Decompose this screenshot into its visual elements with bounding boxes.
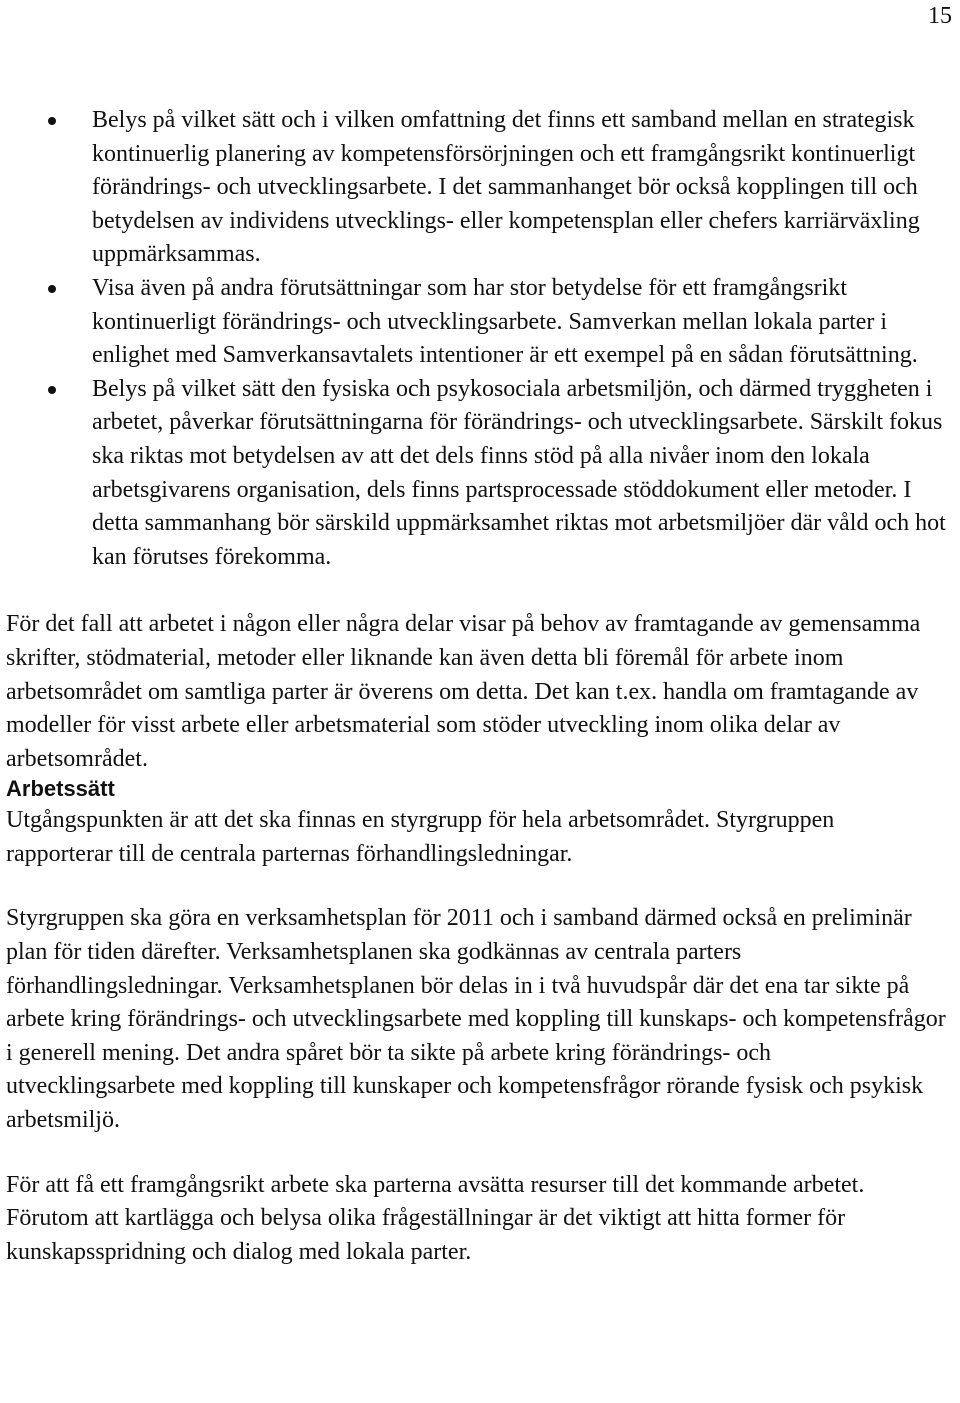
document-body	[6, 104, 946, 1269]
list-item	[6, 272, 946, 373]
list-item	[6, 104, 946, 272]
bullet-icon	[48, 386, 56, 394]
paragraph: Utgångspunkten är att det ska finnas en styrgrupp för hela arbetsområdet. Styrgruppen rapporterar till de centrala parternas förhandlingsledningar.	[6, 807, 835, 867]
bullet-icon	[48, 285, 56, 293]
paragraph: För att få ett framgångsrikt arbete ska parterna avsätta resurser till det kommande arbetet. Förutom att kartlägga och belysa olika frågeställningar är det viktigt att hitta former för kunskapsspridning och dialog med lokala parter.	[6, 1171, 865, 1265]
bullet-text: Belys på vilket sätt den fysiska och psykosociala arbetsmiljön, och därmed tryggheten i arbetet, påverkar förutsättningarna för förändrings- och utvecklingsarbete. Särskilt fokus ska riktas mot betydelsen av att det dels finns stöd på alla nivåer inom den lokala arbetsgivarens organisation, dels finns partsprocessade stöddokument eller metoder. I detta sammanhang bör särskild uppmärksamhet riktas mot arbetsmiljöer där våld och hot kan förutses förekomma.	[92, 375, 946, 570]
bullet-list	[6, 104, 946, 574]
bullet-text: Visa även på andra förutsättningar som har stor betydelse för ett framgångsrikt kontinuerligt förändrings- och utvecklingsarbete. Samverkan mellan lokala parter i enlighet med Samverkansavtalets intentioner är ett exempel på en sådan förutsättning.	[92, 274, 918, 369]
bullet-icon	[48, 117, 56, 125]
bullet-text: Belys på vilket sätt och i vilken omfattning det finns ett samband mellan en strategisk kontinuerlig planering av kompetensförsörjningen och ett framgångsrikt kontinuerligt förändrings- och utvecklingsarbete. I det sammanhanget bör också kopplingen till och betydelsen av individens utvecklings- eller kompetensplan eller chefers karriärväxling uppmärksammas.	[92, 107, 920, 268]
page-number: 15	[928, 3, 952, 29]
paragraph: Styrgruppen ska göra en verksamhetsplan för 2011 och i samband därmed också en preliminär plan för tiden därefter. Verksamhetsplanen ska godkännas av centrala parters förhandlingsledningar. Verksamhetsplanen bör delas in i två huvudspår där det ena tar sikte på arbete kring förändrings- och utvecklingsarbete med koppling till kunskaps- och kompetensfrågor i generell mening. Det andra spåret bör ta sikte på arbete kring förändrings- och utvecklingsarbete med koppling till kunskaper och kompetensfrågor rörande fysisk och psykisk arbetsmiljö.	[6, 905, 946, 1134]
list-item	[6, 373, 946, 575]
section-heading: Arbetssätt	[6, 776, 115, 802]
paragraph: För det fall att arbetet i någon eller några delar visar på behov av framtagande av gemensamma skrifter, stödmaterial, metoder eller liknande kan även detta bli föremål för arbete inom arbetsområdet om samtliga parter är överens om detta. Det kan t.ex. handla om framtagande av modeller för visst arbete eller arbetsmaterial som stöder utveckling inom olika delar av arbetsområdet.	[6, 611, 921, 772]
